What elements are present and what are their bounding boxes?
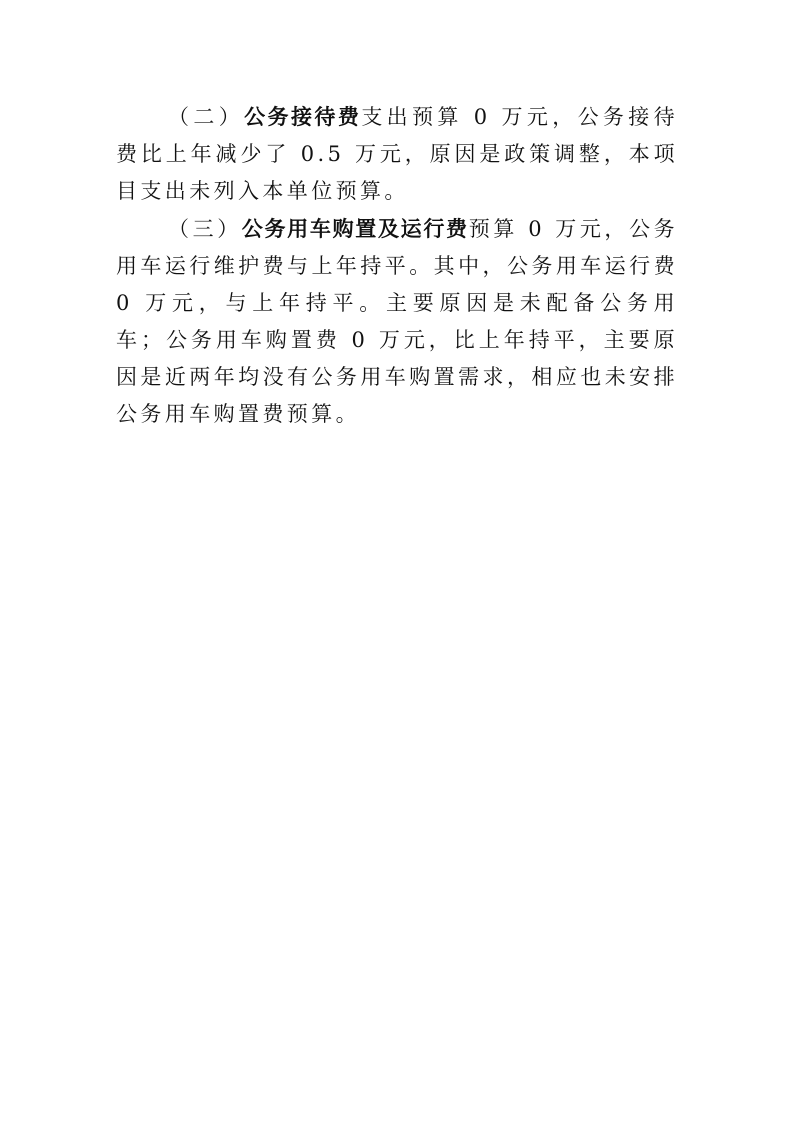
section-marker: （三） bbox=[168, 217, 242, 241]
section-text: 支出预算 0 万元，公务接待费比上年减少了 0.5 万元，原因是政策调整，本项目支出未列入本单位预算。 bbox=[116, 105, 679, 203]
document-body bbox=[116, 98, 678, 433]
section-heading: 公务接待费 bbox=[244, 104, 362, 129]
section-heading: 公务用车购置及运行费 bbox=[241, 216, 469, 241]
paragraph-reception-expenses bbox=[116, 98, 678, 210]
paragraph-vehicle-expenses bbox=[116, 210, 678, 433]
section-marker: （二） bbox=[168, 105, 245, 129]
section-text: 预算 0 万元，公务用车运行维护费与上年持平。其中，公务用车运行费 0 万元，与上年持平。主要原因是未配备公务用车；公务用车购置费 0 万元，比上年持平，主要原因是近两年均没有公务用车购置需求，相应也未安排公务用车购置费预算。 bbox=[116, 217, 679, 426]
